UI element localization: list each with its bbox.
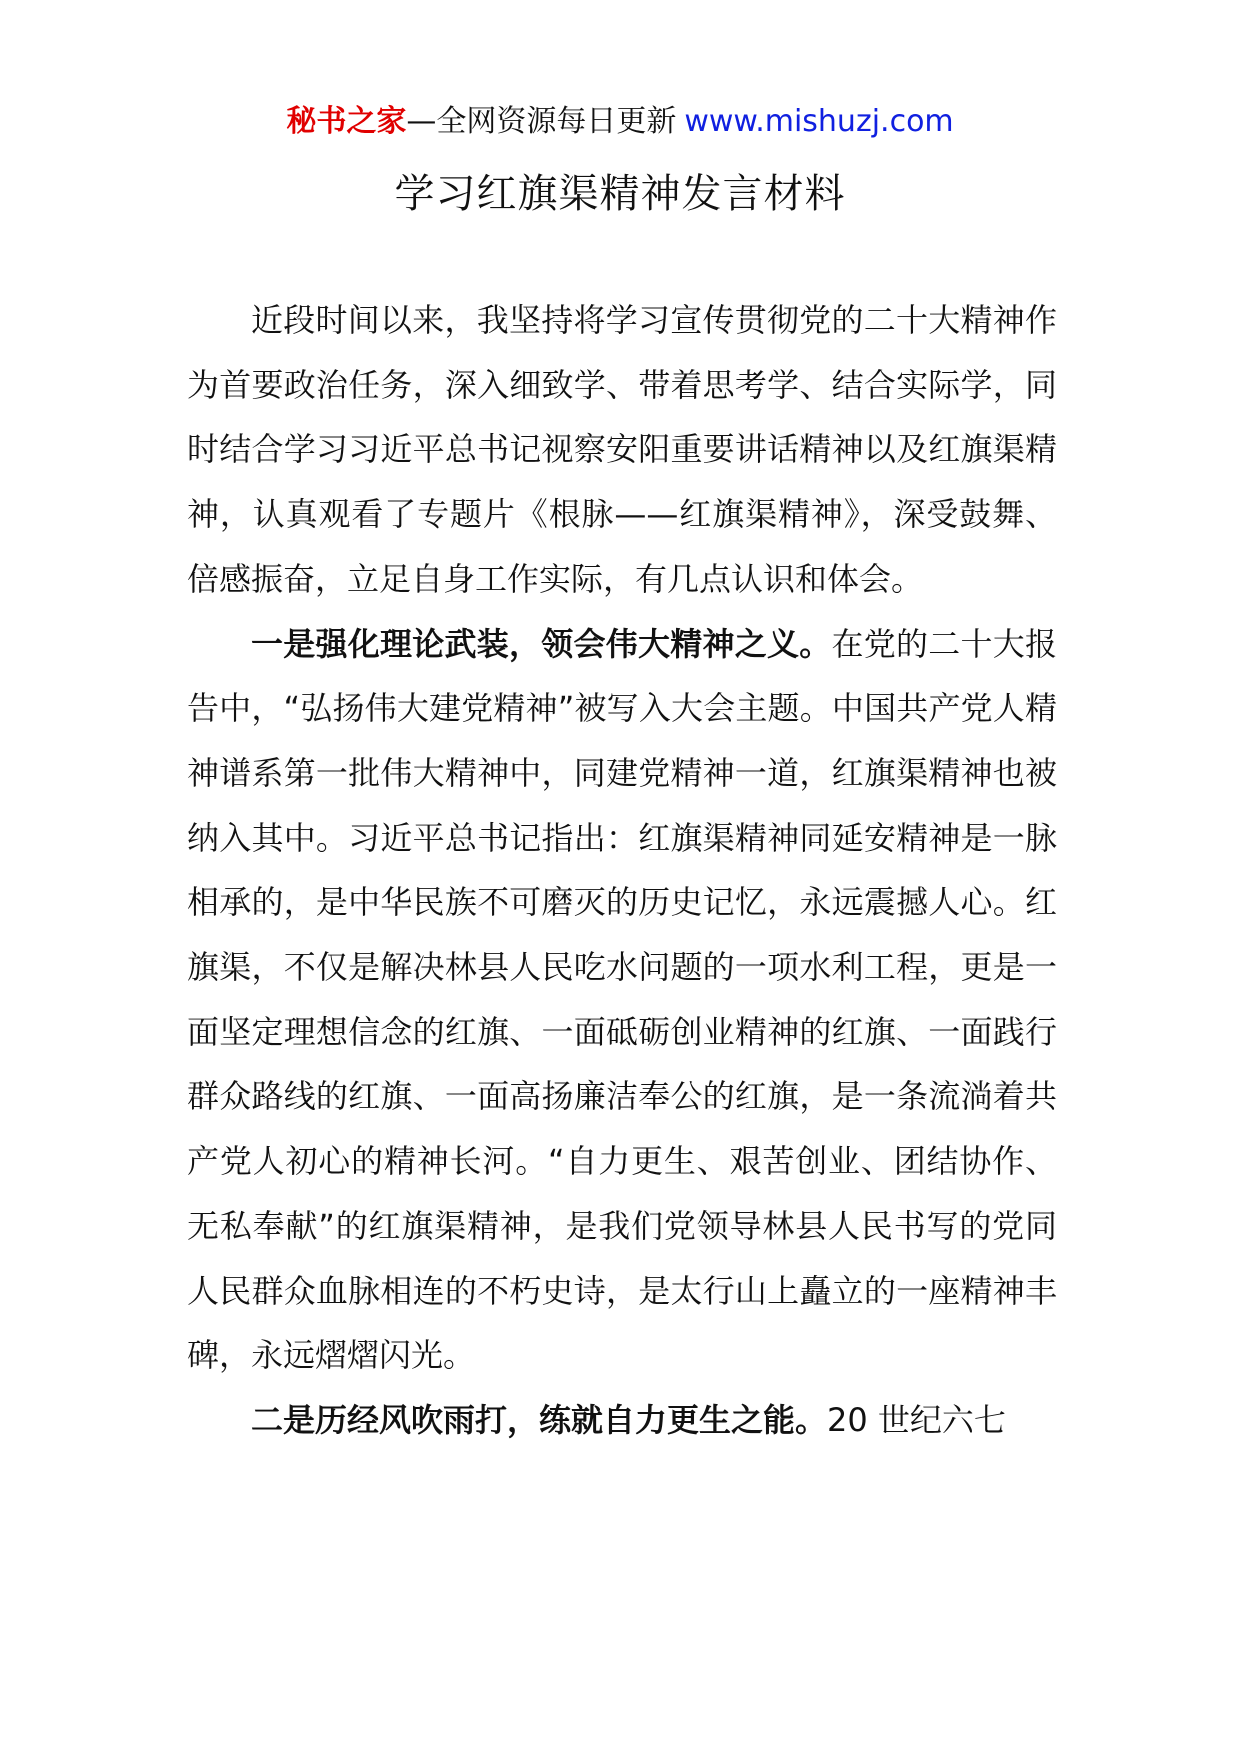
- site-tagline: —全网资源每日更新: [406, 104, 677, 139]
- site-url-link[interactable]: www.mishuzj.com: [684, 104, 954, 139]
- paragraph-point-one: [187, 612, 1057, 1388]
- paragraph-lead: 二是历经风吹雨打，练就自力更生之能。: [251, 1400, 828, 1439]
- paragraph-intro: [187, 288, 1057, 612]
- paragraph-point-two: [187, 1388, 1057, 1453]
- document-body: [187, 288, 1057, 1453]
- document-title: 学习红旗渠精神发言材料: [394, 171, 846, 217]
- paragraph-lead: 一是强化理论武装，领会伟大精神之义。: [251, 624, 832, 663]
- paragraph-text: 在党的二十大报告中，“弘扬伟大建党精神”被写入大会主题。中国共产党人精神谱系第一批伟大精神中，同建党精神一道，红旗渠精神也被纳入其中。习近平总书记指出：红旗渠精神同延安精神是一脉相承的，是中华民族不可磨灭的历史记忆，永远震撼人心。红旗渠，不仅是解决林县人民吃水问题的一项水利工程，更是一面坚定理想信念的红旗、一面砥砺创业精神的红旗、一面践行群众路线的红旗、一面高扬廉洁奉公的红旗，是一条流淌着共产党人初心的精神长河。“自力更生、艰苦创业、团结协作、无私奉献”的红旗渠精神，是我们党领导林县人民书写的党同人民群众血脉相连的不朽史诗，是太行山上矗立的一座精神丰碑，永远熠熠闪光。: [187, 624, 1057, 1375]
- site-brand: 秘书之家: [286, 104, 407, 139]
- site-header: [0, 102, 1240, 142]
- paragraph-text: 近段时间以来，我坚持将学习宣传贯彻党的二十大精神作为首要政治任务，深入细致学、带着思考学、结合实际学，同时结合学习习近平总书记视察安阳重要讲话精神以及红旗渠精神，认真观看了专题片《根脉——红旗渠精神》，深受鼓舞、倍感振奋，立足自身工作实际，有几点认识和体会。: [187, 301, 1057, 598]
- paragraph-text: 20 世纪六七: [827, 1400, 1006, 1439]
